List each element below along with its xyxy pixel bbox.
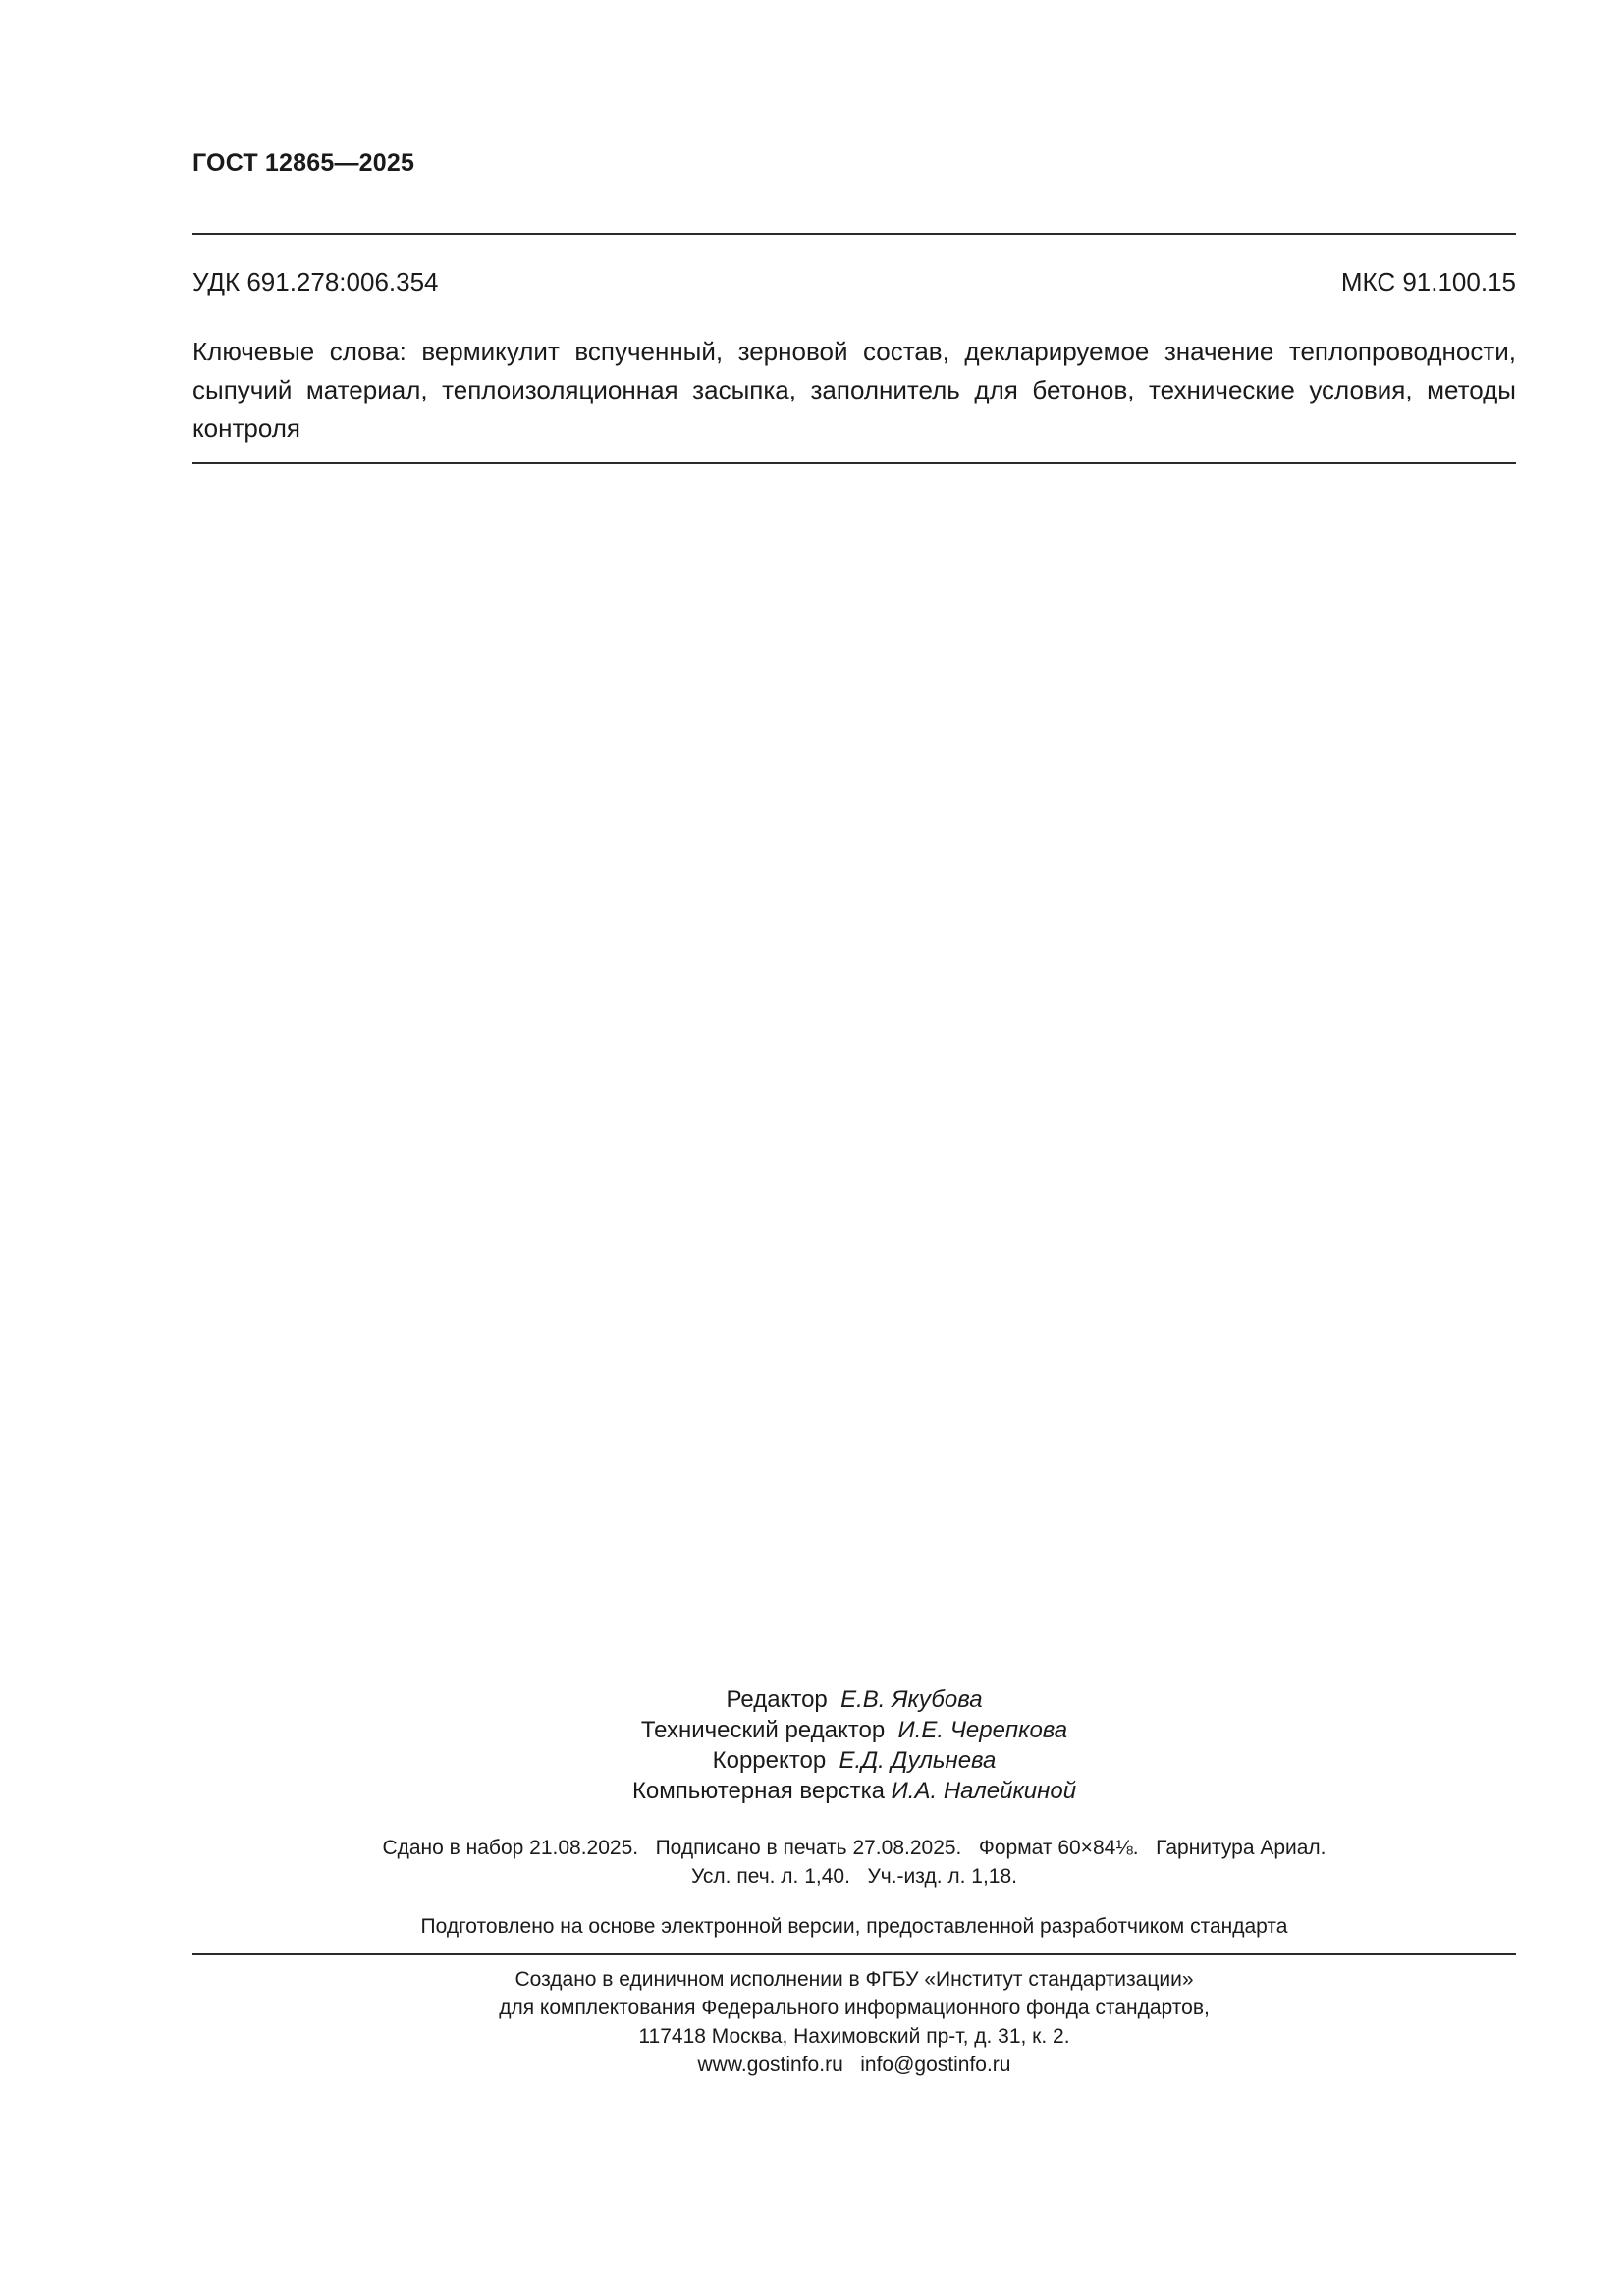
credit-role: Редактор: [726, 1686, 828, 1713]
print-info: [192, 1834, 1516, 1891]
credit-role: Технический редактор: [640, 1717, 886, 1743]
credit-editor: [192, 1684, 1516, 1715]
footer-line: 117418 Москва, Нахимовский пр-т, д. 31, к. 2.: [638, 2025, 1070, 2048]
credit-name: Е.Д. Дульнева: [839, 1747, 997, 1774]
print-info-line: Усл. печ. л. 1,40. Уч.-изд. л. 1,18.: [690, 1865, 1017, 1888]
credits-block: [192, 1684, 1516, 1806]
credit-name: И.А. Налейкиной: [891, 1778, 1077, 1804]
footer-line: для комплектования Федерального информационного фонда стандартов,: [499, 1997, 1210, 2019]
udk-code: УДК 691.278:006.354: [192, 267, 439, 296]
print-info-line: Сдано в набор 21.08.2025. Подписано в печать 27.08.2025. Формат 60×84⅛. Гарнитура Ариал.: [382, 1837, 1326, 1859]
footer-divider: [192, 1953, 1516, 1955]
mks-code: МКС 91.100.15: [1340, 267, 1516, 296]
prepared-note: Подготовлено на основе электронной версии, предоставленной разработчиком стандарта: [420, 1915, 1288, 1938]
footer-line: Создано в единичном исполнении в ФГБУ «Институт стандартизации»: [514, 1968, 1194, 1991]
credit-tech-editor: [192, 1715, 1516, 1745]
credit-role: Компьютерная верстка: [631, 1778, 885, 1804]
keywords-divider: [192, 462, 1516, 464]
credit-name: И.Е. Черепкова: [897, 1717, 1068, 1743]
top-divider: [192, 233, 1516, 235]
standard-title: ГОСТ 12865—2025: [192, 149, 415, 177]
footer-contacts: www.gostinfo.ru info@gostinfo.ru: [697, 2054, 1011, 2076]
credit-role: Корректор: [712, 1747, 827, 1774]
publisher-footer: [192, 1965, 1516, 2079]
credit-layout: [192, 1776, 1516, 1806]
keywords-paragraph: Ключевые слова: вермикулит вспученный, зерновой состав, декларируемое значение теплопроводности, сыпучий материал, теплоизоляционная засыпка, заполнитель для бетонов, технические условия, методы контроля: [192, 337, 1516, 443]
classification-row: [192, 267, 1516, 297]
credit-proofreader: [192, 1745, 1516, 1776]
credit-name: Е.В. Якубова: [840, 1686, 983, 1713]
